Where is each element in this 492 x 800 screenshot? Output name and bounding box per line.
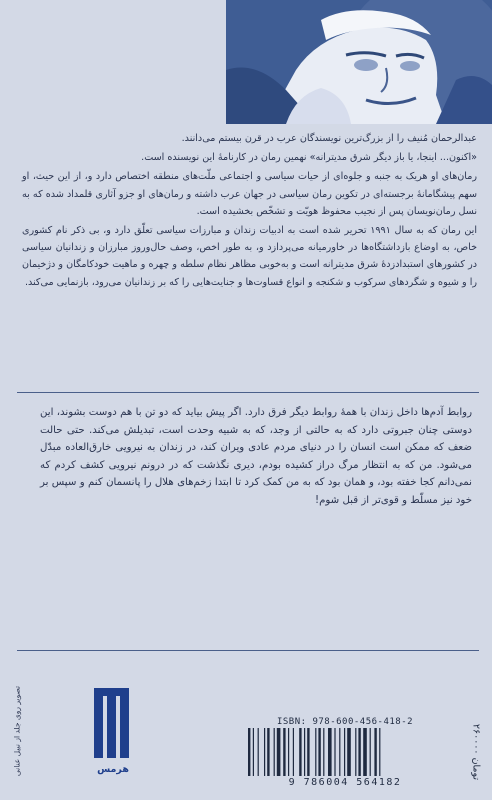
- author-photo: [226, 0, 492, 124]
- intro-paragraph: «اکنون... اینجا، یا باز دیگر شرق مدیترانه» نهمین رمان در کارنامهٔ این نویسنده است.: [141, 152, 477, 164]
- price-tag: [467, 708, 485, 796]
- section-divider: [17, 392, 479, 393]
- quote-text: روابط آدم‌ها داخل زندان با همهٔ روابط دیگر فرق دارد. اگر پیش بیاید که دو تن با هم دوست بشوند، این دوستی چنان جبروتی دارد که به حالتی از وجد، که به شبیه وحدت است، تبدیلش می‌کند. حتی حالت ضعف که ممکن است انسان را در دنیای مردم عادی ویران کند، در زندان به نیرویی خارق‌العاده مبدّل می‌شود. من که به انتظار مرگ دراز کشیده بودم، دیری نگذشت که در درونم نیرویی کشف کردم که نمی‌دانم کجا خفته بود، و همان بود که به من کمک کرد تا ابتدا زخم‌های هلال را پانسمان کنم و سپس بر خود نیز مسلّط و قوی‌تر از قبل شوم!: [40, 407, 472, 506]
- publisher-logo-icon: [92, 686, 132, 768]
- intro-paragraph: این رمان که به سال ۱۹۹۱ تحریر شده است به ادبیات زندان و مبارزات سیاسی تعلّق دارد و، بی ذکر نام کشوری خاص، به اوضاع بازداشتگاه‌ها در خاورمیانه می‌پردازد و، به طور اخص، وصف حال‌وروز مبارزان و زندانیان سیاسی در کشورهای استبدادزدهٔ شرق مدیترانه است و به‌خوبی مظاهر نظام سلطه و چهره و ماهیت خودکامگان و دژخیمان را و شیوه و شگردهای سرکوب و شکنجه و انواع قساوت‌ها و جنایت‌هایی را که بر زندانیان می‌رود، بازنمایی می‌کند.: [22, 225, 477, 288]
- publisher-name: هرمس: [97, 764, 129, 775]
- barcode-digits: 9 786004 564182: [288, 777, 402, 788]
- intro-paragraph: عبدالرحمان مُنیف را از بزرگ‌ترین نویسندگان عرب در قرن بیستم می‌دانند.: [181, 133, 477, 144]
- author-portrait-icon: [226, 0, 492, 124]
- cover-photo-credit-text: تصویر روی جلد از نبیل عنانی: [12, 685, 22, 777]
- price-text: ۲۶۰۰۰۰ تومان: [470, 723, 482, 781]
- barcode-area: [224, 717, 466, 789]
- intro-text-block: [22, 130, 477, 293]
- section-divider: [17, 650, 479, 651]
- isbn-text: ISBN: 978-600-456-418-2: [276, 717, 414, 727]
- cover-photo-credit: [10, 667, 24, 795]
- intro-paragraph: رمان‌های او هریک به جنبه و جلوه‌ای از حیات سیاسی و اجتماعی ملّت‌های منطقه اختصاص دارد و، از این حیث، او سهم پیشگامانهٔ برجسته‌ای در تکوین رمان سیاسی در جهان عرب داشته و رمان‌های او جزو آثاری قلمداد شده که به نسل رمان‌نویسان پس از نجیب محفوظ هویّت و تشخّص بخشیده است.: [22, 171, 477, 217]
- barcode-icon: [244, 728, 444, 776]
